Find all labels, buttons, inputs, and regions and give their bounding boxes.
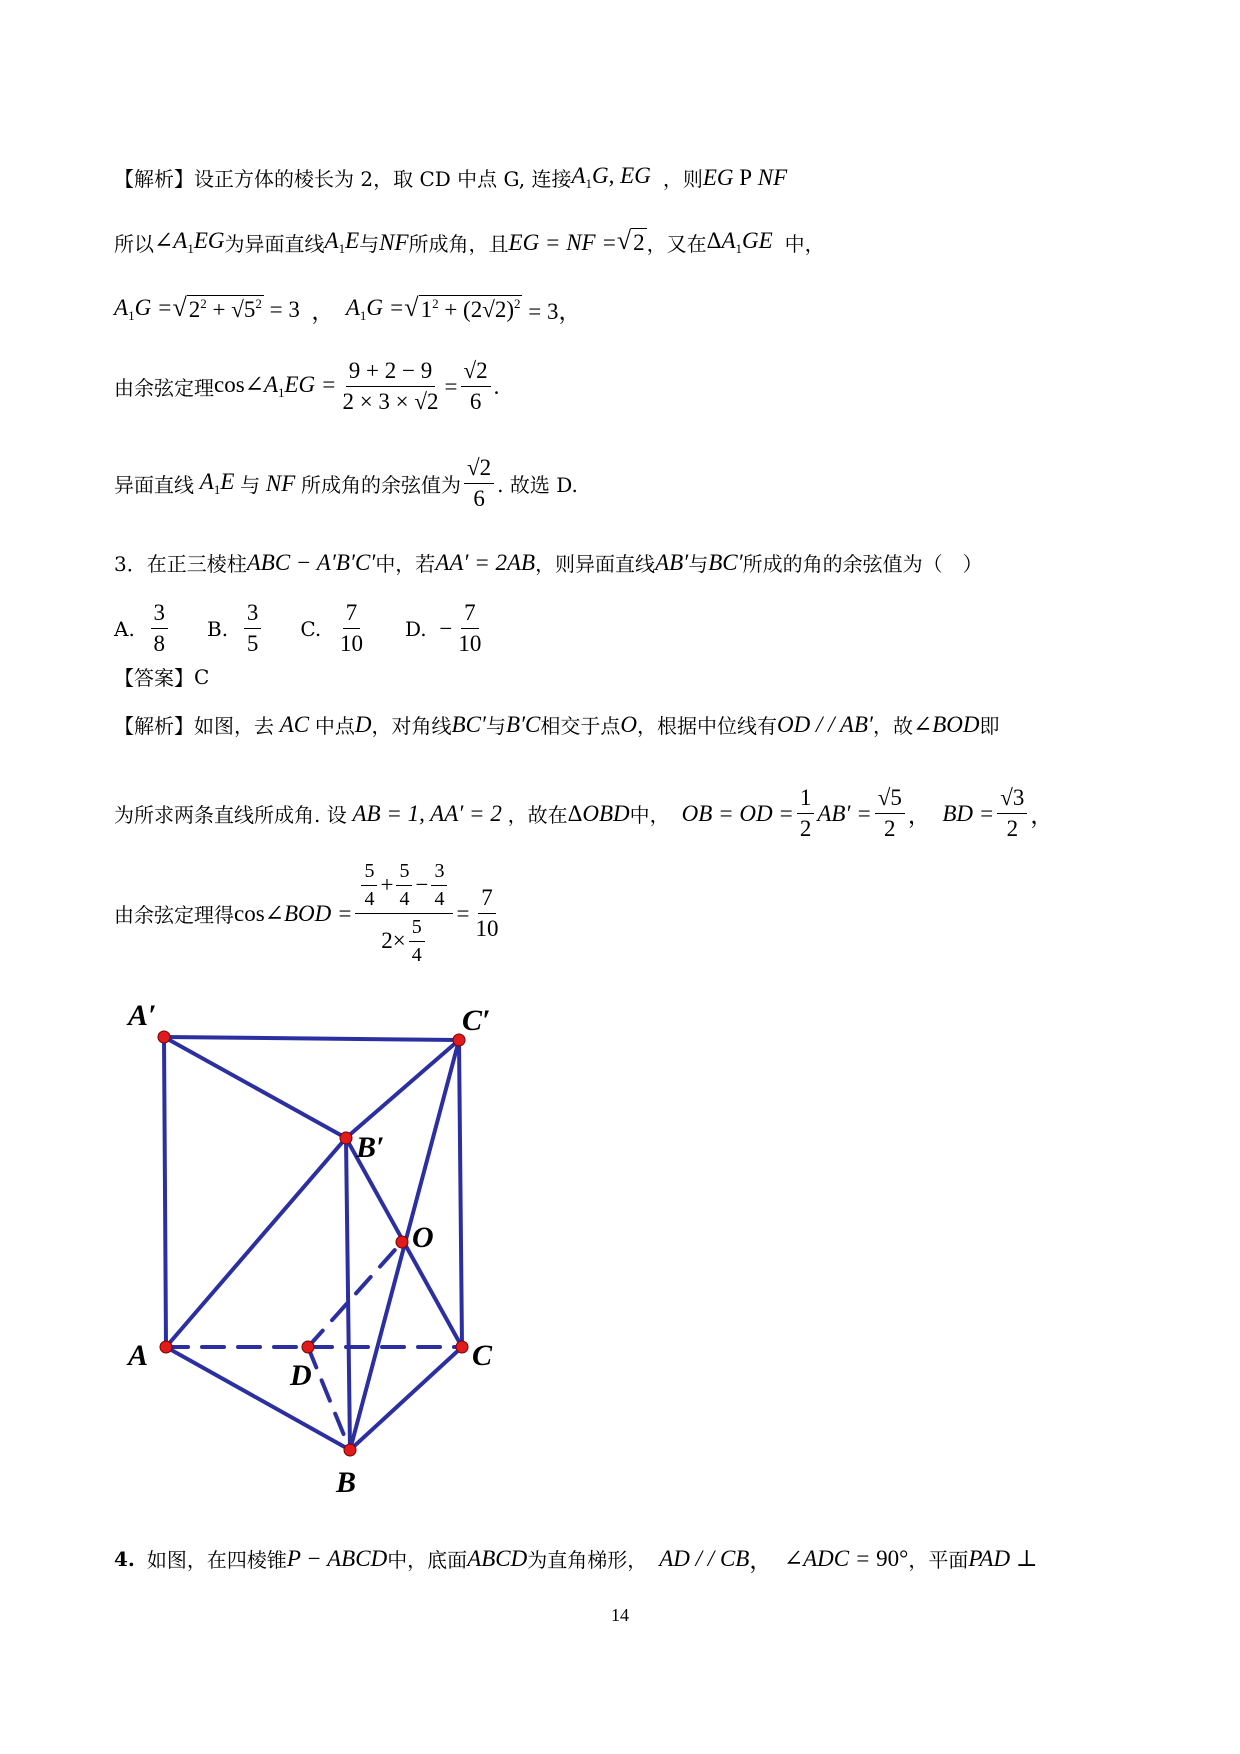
then-text: ，则 — [662, 167, 703, 191]
option-b[interactable] — [207, 600, 264, 658]
sqrt-2: √ 2 — [617, 228, 647, 258]
text-and-2: 与 — [240, 473, 261, 498]
q3-comma-2: ， — [1030, 803, 1054, 829]
q3-angle-bod: ∠BOD — [912, 711, 980, 737]
math-triangle: $\Delta A_1GE$ — [706, 228, 773, 257]
solution-text: 设正方体的棱长为 2，取 CD 中点 G, 连接 — [194, 167, 572, 191]
text-choose-d: . 故选 D. — [497, 473, 578, 498]
solution-line-3 — [114, 293, 581, 326]
option-a-label: A. — [114, 616, 135, 641]
solution-line-2 — [114, 228, 825, 258]
q3-cosine-line — [114, 860, 504, 967]
text-cos-value: 所成角的余弦值为 — [301, 473, 462, 498]
q3-text-d: 与 — [688, 552, 709, 576]
math-eq-3b: = 3， — [522, 299, 582, 324]
label-d: D — [290, 1359, 312, 1392]
option-d-sign: − — [439, 615, 453, 641]
sqrt-expr-1: √ $2^2 + √5^2$ — [172, 295, 263, 325]
math-eg-eq: EG = NF = — [508, 229, 617, 255]
text-again: ，又在 — [646, 232, 707, 257]
q3-ob-od: OB = OD = — [681, 800, 794, 826]
option-c[interactable] — [300, 600, 369, 658]
answer-value: C — [194, 664, 210, 689]
label-a: A — [128, 1339, 149, 1372]
math-a1g-2: $A_1G$ = — [345, 295, 405, 323]
point-a — [160, 1341, 172, 1353]
q3-sol2-b: ，故在 — [507, 803, 568, 828]
q3-bd-eq: BD = — [942, 800, 995, 826]
text-in: 中， — [784, 232, 825, 257]
q4-text-d: ，平面 — [908, 1548, 969, 1572]
q3-od-parallel: OD / / AB′ — [776, 711, 873, 737]
q3-analysis-label: 【解析】 — [114, 714, 194, 738]
math-line-a1e: $A_1E$ — [324, 228, 360, 257]
q3-solution-line-1 — [114, 710, 1000, 739]
q3-equals: = — [456, 900, 470, 926]
label-o: O — [412, 1221, 434, 1254]
q3-cos-text: 由余弦定理得 — [114, 903, 234, 927]
q4-angle: ∠ADC = 90° — [783, 1545, 909, 1571]
q4-base: ABCD — [467, 1545, 528, 1571]
sqrt-expr-2: √ $1^2 + (2√2)^2$ — [404, 295, 522, 325]
question-4 — [114, 1542, 1037, 1575]
equals: = — [444, 373, 458, 399]
comma: ， — [299, 299, 346, 324]
option-c-frac: $\frac{7}{10}$ — [339, 600, 363, 657]
edge-a1-b1 — [164, 1037, 346, 1138]
question-3-options — [114, 600, 523, 658]
q4-text-a: 如图，在四棱锥 — [146, 1548, 287, 1572]
period: . — [493, 373, 500, 399]
solution-line-1 — [114, 163, 787, 192]
q3-sol-e: 相交于点 — [540, 714, 621, 738]
answer-label: 【答案】 — [114, 666, 194, 690]
label-b: B — [336, 1466, 357, 1499]
q3-bc1: BC′ — [451, 711, 486, 737]
q3-sol2-a: 为所求两条直线所成角. 设 — [114, 803, 347, 828]
q4-parallel: AD / / CB — [659, 1545, 750, 1571]
q3-frac-sqrt5: $\frac{√5}{2}$ — [875, 785, 905, 843]
edge-b1-c1 — [346, 1040, 459, 1138]
q3-big-frac: $\frac{5}{4}$ + $\frac{5}{4}$ − $\frac{3}{4}$ 2× $\frac{5}{4}$ — [355, 860, 453, 967]
q3-text-a: 3．在正三棱柱 — [114, 552, 247, 576]
option-b-frac: $\frac{3}{5}$ — [244, 600, 262, 658]
q4-pyramid: P − ABCD — [286, 1545, 388, 1571]
question-3-stem — [114, 548, 983, 577]
analysis-bracket: 【解析】 — [114, 167, 194, 191]
math-cos: $\cos\angle A_1EG$ = — [214, 372, 337, 401]
q4-plane: PAD ⊥ — [968, 1545, 1038, 1571]
math-eq-3a: = 3 — [263, 296, 300, 322]
edge-c1-c — [459, 1040, 462, 1347]
q3-solution-line-2 — [114, 785, 1053, 843]
solution-line-4 — [114, 358, 499, 416]
label-b1: B′ — [356, 1131, 385, 1164]
point-c — [456, 1341, 468, 1353]
page-number: 14 — [611, 1605, 629, 1625]
point-a1 — [158, 1031, 170, 1043]
q3-frac-half: $\frac{1}{2}$ — [797, 785, 815, 843]
option-a-frac: $\frac{3}{8}$ — [151, 600, 169, 658]
q3-condition: AA′ = 2AB — [435, 549, 536, 575]
q4-text-c: 为直角梯形， — [527, 1548, 648, 1572]
q3-o: O — [620, 711, 637, 737]
math-segments: $A_1G$, EG — [571, 163, 651, 191]
q3-set: AB = 1, AA′ = 2 — [346, 800, 508, 826]
point-d — [302, 1341, 314, 1353]
solution-line-5 — [114, 455, 578, 513]
option-d[interactable] — [405, 600, 487, 658]
q3-cos-label: cos∠BOD = — [234, 900, 353, 926]
math-nf: NF — [379, 229, 409, 255]
fraction-cos: $\frac{9 + 2 - 9}{2 \times 3 \times √2}$ — [342, 358, 439, 415]
q3-sol-a: 如图，去 — [194, 714, 274, 738]
q3-sol2-c: 中， — [629, 803, 670, 828]
option-d-label: D. — [404, 616, 427, 641]
fraction-result: $\frac{√2}{6}$ — [461, 358, 491, 416]
option-d-frac: $\frac{7}{10}$ — [458, 600, 482, 657]
q3-frac-result: $\frac{7}{10}$ — [475, 884, 499, 941]
math-angle: $\angle A_1EG$ — [154, 228, 225, 257]
option-b-label: B. — [207, 616, 229, 641]
q3-frac-sqrt3: $\frac{√3}{2}$ — [997, 785, 1027, 843]
text-skew: 为异面直线 — [224, 232, 325, 257]
edge-d-o-dashed — [308, 1242, 402, 1347]
edge-a1-c1 — [164, 1037, 459, 1040]
q3-line-2: BC′ — [708, 549, 743, 575]
point-b — [344, 1444, 356, 1456]
label-c1: C′ — [462, 1004, 491, 1037]
prism-figure — [110, 985, 530, 1505]
text-and: 与 — [359, 232, 380, 257]
math-nf-2: NF — [260, 470, 302, 496]
q3-b1c: B′C — [505, 711, 541, 737]
q3-text-b: 中，若 — [375, 552, 436, 576]
q3-sol-c: ，对角线 — [371, 714, 452, 738]
q3-sol-f: ，根据中位线有 — [636, 714, 777, 738]
q3-sol-h: 即 — [979, 714, 1000, 738]
q3-line-1: AB′ — [655, 549, 689, 575]
point-b1 — [340, 1132, 352, 1144]
q3-triangle: ΔOBD — [567, 800, 630, 826]
edge-a-b1 — [166, 1138, 346, 1347]
q4-comma: ， — [749, 1548, 784, 1573]
edge-b1-b — [346, 1138, 350, 1450]
q3-ab1-eq: AB′ = — [817, 800, 872, 826]
q3-sol-d: 与 — [485, 714, 506, 738]
q3-sol-g: ，故 — [872, 714, 913, 738]
edge-a1-a — [164, 1037, 166, 1347]
edge-b-c — [350, 1347, 462, 1450]
text-cosine-rule: 由余弦定理 — [114, 376, 214, 401]
q3-ac: AC — [274, 711, 315, 737]
option-a[interactable] — [114, 600, 171, 658]
question-3-answer — [114, 662, 209, 691]
q4-text-b: 中，底面 — [387, 1548, 468, 1572]
math-a1g-1: $A_1G$ = — [114, 295, 173, 323]
edge-d-b-dashed — [308, 1347, 350, 1450]
text-angle-formed: 所成角，且 — [408, 232, 509, 257]
fraction-final: $\frac{√2}{6}$ — [464, 455, 494, 513]
q3-text-e: 所成的角的余弦值为（ ） — [742, 552, 983, 576]
q3-d: D — [354, 711, 372, 737]
q3-sol-b: 中点 — [314, 714, 355, 738]
edge-a-b — [166, 1347, 350, 1450]
text-skew-lines: 异面直线 — [114, 473, 194, 498]
q3-comma: ， — [907, 803, 943, 829]
q3-text-c: ，则异面直线 — [535, 552, 656, 576]
math-a1e: $A_1E$ — [194, 469, 241, 498]
q3-prism: ABC − A′B′C′ — [246, 549, 376, 575]
label-a1: A′ — [128, 999, 157, 1032]
text-so: 所以 — [114, 232, 154, 257]
label-c: C — [472, 1339, 493, 1372]
point-o — [396, 1236, 408, 1248]
option-c-label: C. — [300, 616, 322, 641]
q4-number: 4. — [114, 1546, 135, 1571]
math-parallel: EG P NF — [702, 164, 788, 190]
